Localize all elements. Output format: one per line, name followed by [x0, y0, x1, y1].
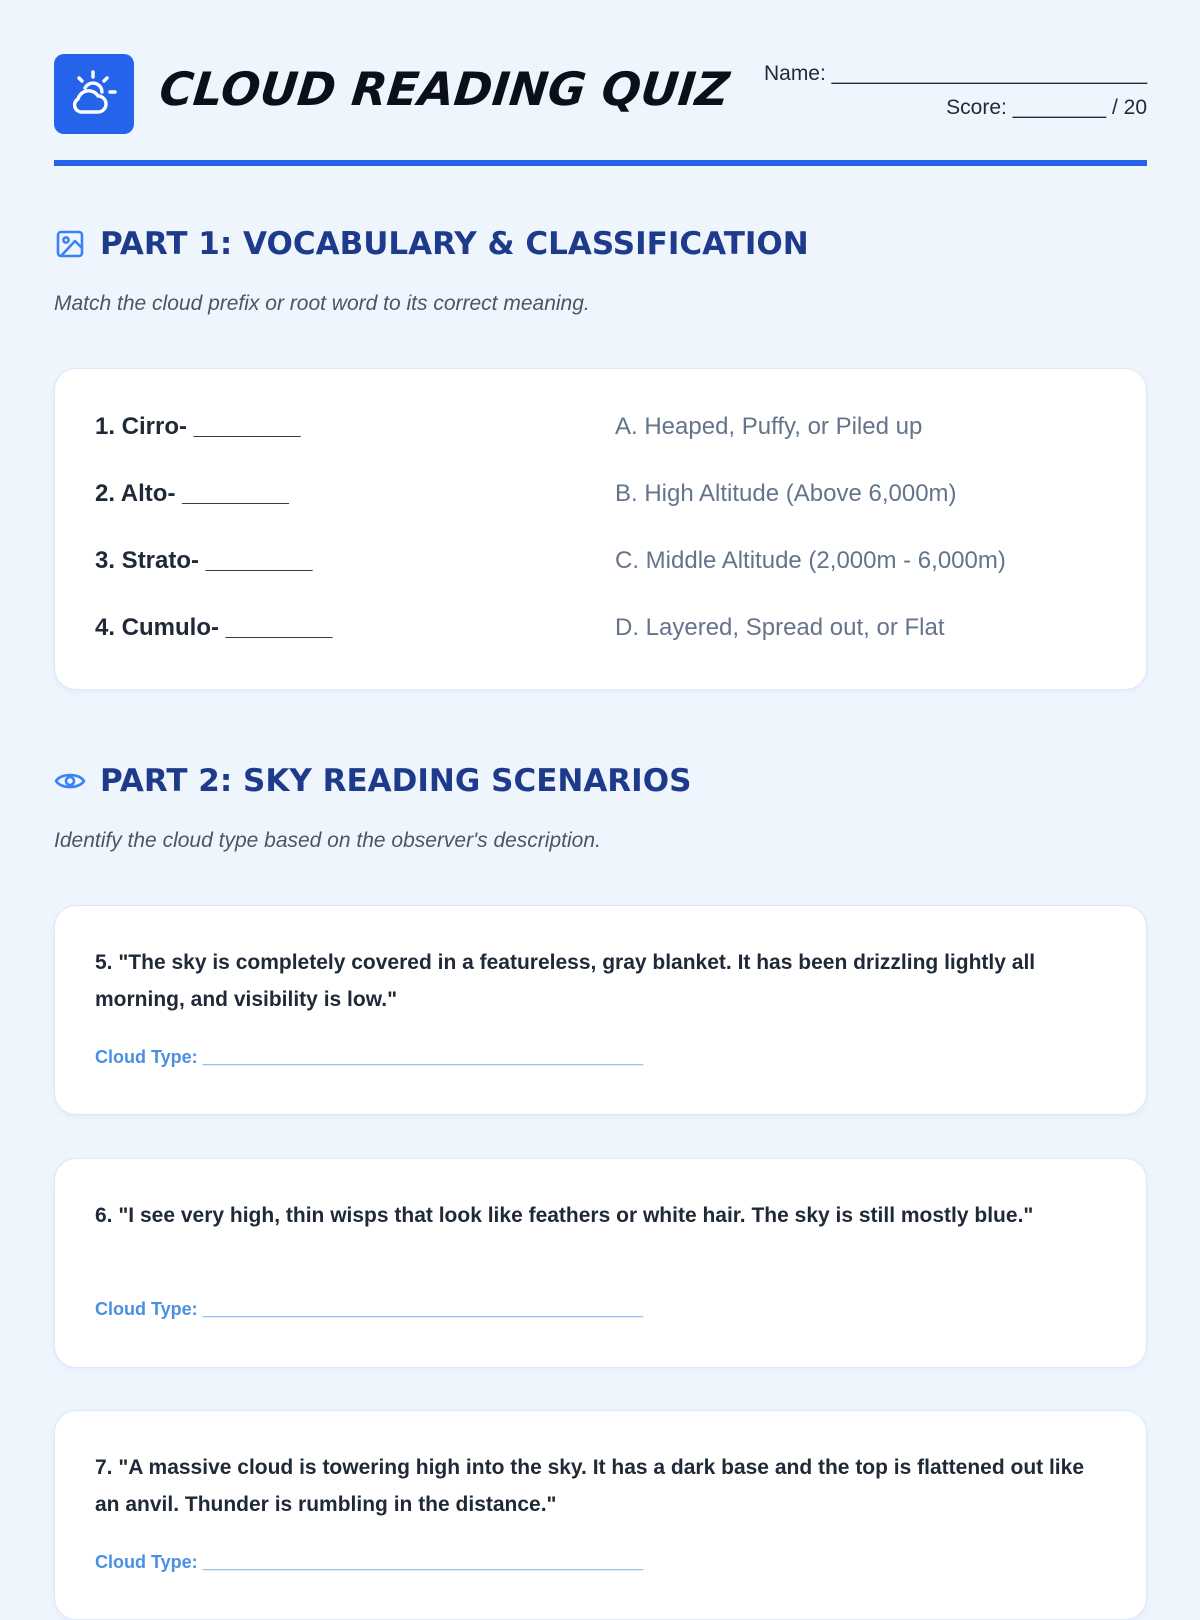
- vocab-term[interactable]: 1. Cirro- ________: [95, 413, 301, 440]
- scenario-text: 6. "I see very high, thin wisps that look like feathers or white hair. The sky is still mostly blue.": [95, 1204, 1034, 1227]
- part1-title: PART 1: VOCABULARY & CLASSIFICATION: [100, 226, 809, 262]
- vocab-definition: B. High Altitude (Above 6,000m): [615, 480, 957, 507]
- scenario-card: [54, 1410, 1147, 1620]
- name-field: Name: ___________________________: [763, 62, 1147, 85]
- scenario-card: [54, 1158, 1147, 1368]
- header-divider: [54, 160, 1147, 166]
- vocabulary-card: [54, 368, 1147, 690]
- logo: [54, 54, 134, 134]
- part1-instructions: Match the cloud prefix or root word to its correct meaning.: [54, 292, 590, 315]
- part2-heading: [54, 761, 1147, 801]
- vocab-row: [95, 541, 1105, 581]
- vocab-term[interactable]: 2. Alto- ________: [95, 480, 289, 507]
- quiz-title: CLOUD READING QUIZ: [157, 62, 732, 116]
- image-icon: [54, 228, 86, 260]
- quiz-page: [54, 54, 1147, 1572]
- eye-icon: [54, 765, 86, 797]
- vocab-definition: C. Middle Altitude (2,000m - 6,000m): [615, 547, 1006, 574]
- part1-section: [54, 224, 1147, 316]
- quiz-header: [54, 54, 1147, 134]
- scenario-text: 7. "A massive cloud is towering high into the sky. It has a dark base and the top is flattened out like an anvil. Thunder is rumbling in the distance.": [95, 1456, 1084, 1516]
- cloud-sun-icon: [68, 68, 120, 120]
- vocab-definition: A. Heaped, Puffy, or Piled up: [615, 413, 923, 440]
- vocab-term[interactable]: 4. Cumulo- ________: [95, 614, 333, 641]
- cloud-type-answer[interactable]: Cloud Type: ____________________________________________: [95, 1299, 644, 1319]
- part2-section: [54, 761, 1147, 853]
- cloud-type-answer[interactable]: Cloud Type: ____________________________________________: [95, 1552, 644, 1572]
- vocab-definition: D. Layered, Spread out, or Flat: [615, 614, 945, 641]
- part2-instructions: Identify the cloud type based on the observer's description.: [54, 829, 601, 852]
- vocab-term[interactable]: 3. Strato- ________: [95, 547, 313, 574]
- scenario-card: [54, 905, 1147, 1115]
- vocab-row: [95, 474, 1105, 514]
- part2-title: PART 2: SKY READING SCENARIOS: [100, 763, 692, 799]
- cloud-type-answer[interactable]: Cloud Type: ____________________________________________: [95, 1047, 644, 1067]
- vocab-row: [95, 407, 1105, 447]
- part1-heading: [54, 224, 1147, 264]
- scenario-text: 5. "The sky is completely covered in a featureless, gray blanket. It has been drizzling lightly all morning, and visibility is low.": [95, 951, 1036, 1011]
- score-field: Score: ________ / 20: [946, 96, 1147, 119]
- vocab-row: [95, 608, 1105, 648]
